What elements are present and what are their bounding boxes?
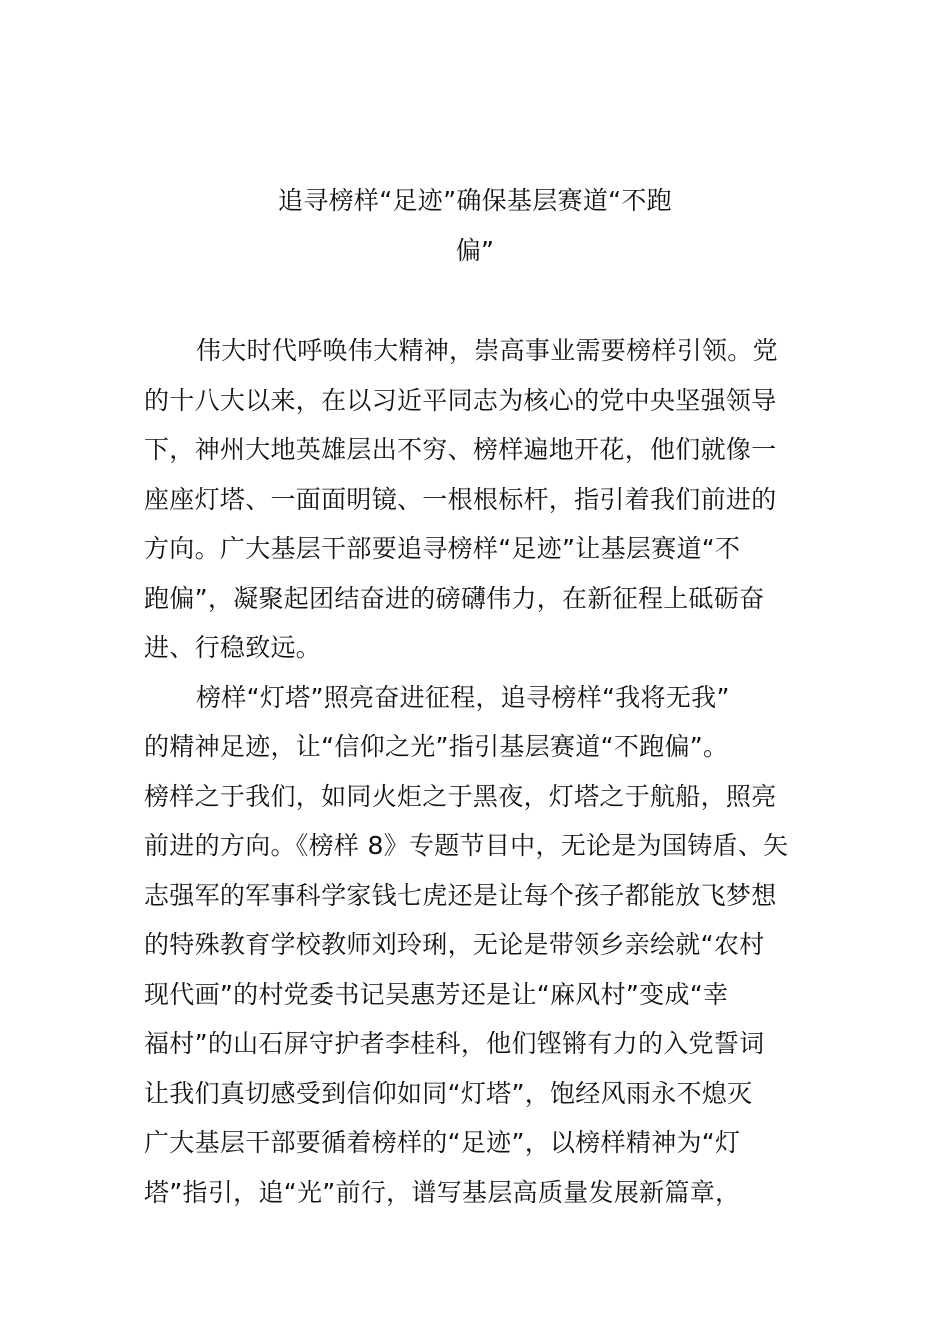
title-line: 追寻榜样“足迹”确保基层赛道“不跑	[278, 186, 672, 215]
paragraph-line: 的精神足迹，让“信仰之光”指引基层赛道“不跑偏”。	[144, 732, 729, 761]
paragraph-line: 前进的方向。《榜样 8》专题节目中，无论是为国铸盾、矢	[144, 831, 789, 860]
paragraph-line: 榜样之于我们，如同火炬之于黑夜，灯塔之于航船，照亮	[144, 781, 777, 811]
paragraph-line: 座座灯塔、一面面明镜、一根根标杆，指引着我们前进的	[144, 484, 777, 514]
paragraph-line: 伟大时代呼唤伟大精神，崇高事业需要榜样引领。党	[196, 336, 778, 365]
paragraph-line: 志强军的军事科学家钱七虎还是让每个孩子都能放飞梦想	[144, 880, 777, 910]
paragraph-line: 福村”的山石屏守护者李桂科，他们铿锵有力的入党誓词	[144, 1029, 765, 1058]
paragraph-2	[144, 673, 808, 1218]
paragraph-line: 进、行稳致远。	[144, 633, 322, 662]
paragraph-1	[144, 326, 808, 673]
paragraph-line: 广大基层干部要循着榜样的“足迹”，以榜样精神为“灯	[144, 1128, 741, 1157]
paragraph-line: 的十八大以来，在以习近平同志为核心的党中央坚强领导	[144, 385, 777, 415]
document-body	[144, 326, 808, 1217]
paragraph-line: 的特殊教育学校教师刘玲琍，无论是带领乡亲绘就“农村	[144, 930, 765, 959]
title-line: 偏”	[455, 235, 495, 265]
document-title	[160, 176, 790, 275]
paragraph-line: 榜样“灯塔”照亮奋进征程，追寻榜样“我将无我”	[196, 682, 730, 712]
paragraph-line: 方向。广大基层干部要追寻榜样“足迹”让基层赛道“不	[144, 534, 741, 563]
paragraph-line: 塔”指引，追“光”前行，谱写基层高质量发展新篇章，	[144, 1177, 741, 1207]
paragraph-line: 让我们真切感受到信仰如同“灯塔”，饱经风雨永不熄灭	[144, 1078, 753, 1108]
paragraph-line: 跑偏”，凝聚起团结奋进的磅礴伟力，在新征程上砥砺奋	[144, 583, 765, 613]
paragraph-line: 现代画”的村党委书记吴惠芳还是让“麻风村”变成“幸	[144, 979, 729, 1009]
paragraph-line: 下，神州大地英雄层出不穷、榜样遍地开花，他们就像一	[144, 435, 777, 464]
